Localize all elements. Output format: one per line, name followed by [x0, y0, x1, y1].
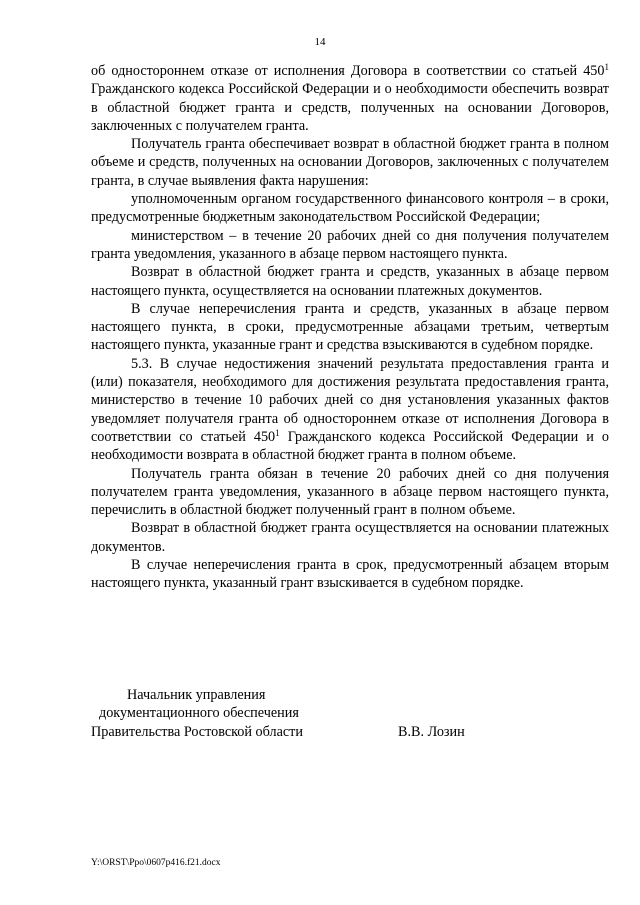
signatory-name: В.В. Лозин	[398, 723, 465, 740]
paragraph-5-3	[91, 355, 609, 465]
paragraph-continuation	[91, 62, 609, 135]
footer-file-path: Y:\ORST\Ppo\0607p416.f21.docx	[91, 858, 221, 868]
signature-block	[91, 686, 611, 741]
page-number: 14	[314, 36, 326, 48]
signatory-position-line3: Правительства Ростовской области	[91, 723, 303, 740]
paragraph: Получатель гранта обязан в течение 20 рабочих дней со дня получения получателем гранта уведомления, указанного в абзаце первом настоящего пункта, перечислить в областной бюджет полученный грант в полном объеме.	[91, 465, 609, 519]
paragraph-text: Гражданского кодекса Российской Федерации и о необходимости возврата в областной бюджет гранта в полном объеме.	[91, 428, 609, 464]
paragraph: Возврат в областной бюджет гранта осуществляется на основании платежных документов.	[91, 520, 609, 555]
paragraph-text: Гражданского кодекса Российской Федерации и о необходимости обеспечить возврат в областной бюджет гранта и средств, полученных на основании Договоров, заключенных с получателем гранта.	[91, 81, 609, 134]
paragraph: В случае неперечисления гранта в срок, предусмотренный абзацем вторым настоящего пункта, указанный грант взыскивается в судебном порядке.	[91, 557, 609, 592]
signatory-position-line2: документационного обеспечения	[99, 705, 299, 722]
superscript: 1	[604, 62, 609, 72]
paragraph: уполномоченным органом государственного финансового контроля – в сроки, предусмотренные бюджетным законодательством Российской Федерации;	[91, 191, 609, 226]
superscript: 1	[275, 427, 280, 438]
paragraph: Получатель гранта обеспечивает возврат в областной бюджет гранта в полном объеме и средств, полученных на основании Договоров, заключенных с получателем гранта, в случае выявления факта нарушения:	[91, 136, 609, 189]
signatory-position-line1: Начальник управления	[127, 687, 266, 703]
document-body	[91, 62, 609, 593]
paragraph: Возврат в областной бюджет гранта и средств, указанных в абзаце первом настоящего пункта, осуществляется на основании платежных документов.	[91, 264, 609, 299]
paragraph-text: об одностороннем отказе от исполнения Договора в соответствии со статьей 450	[91, 63, 605, 79]
paragraph-text: 5.3. В случае недостижения значений результата предоставления гранта и (или) показателя, необходимого для достижения результата предоставления гранта, министерство в течение 10 рабочих дней со дня установления указанных фактов уведомляет получателя гранта об одностороннем отказе от исполнения Договора в соответствии со статьей 450	[91, 355, 609, 445]
paragraph: В случае неперечисления гранта и средств, указанных в абзаце первом настоящего пункта, в сроки, предусмотренные абзацами третьим, четвертым настоящего пункта, указанные грант и средства взыскиваются в судебном порядке.	[91, 300, 609, 354]
paragraph: министерством – в течение 20 рабочих дней со дня получения получателем гранта уведомления, указанного в абзаце первом настоящего пункта.	[91, 227, 609, 262]
